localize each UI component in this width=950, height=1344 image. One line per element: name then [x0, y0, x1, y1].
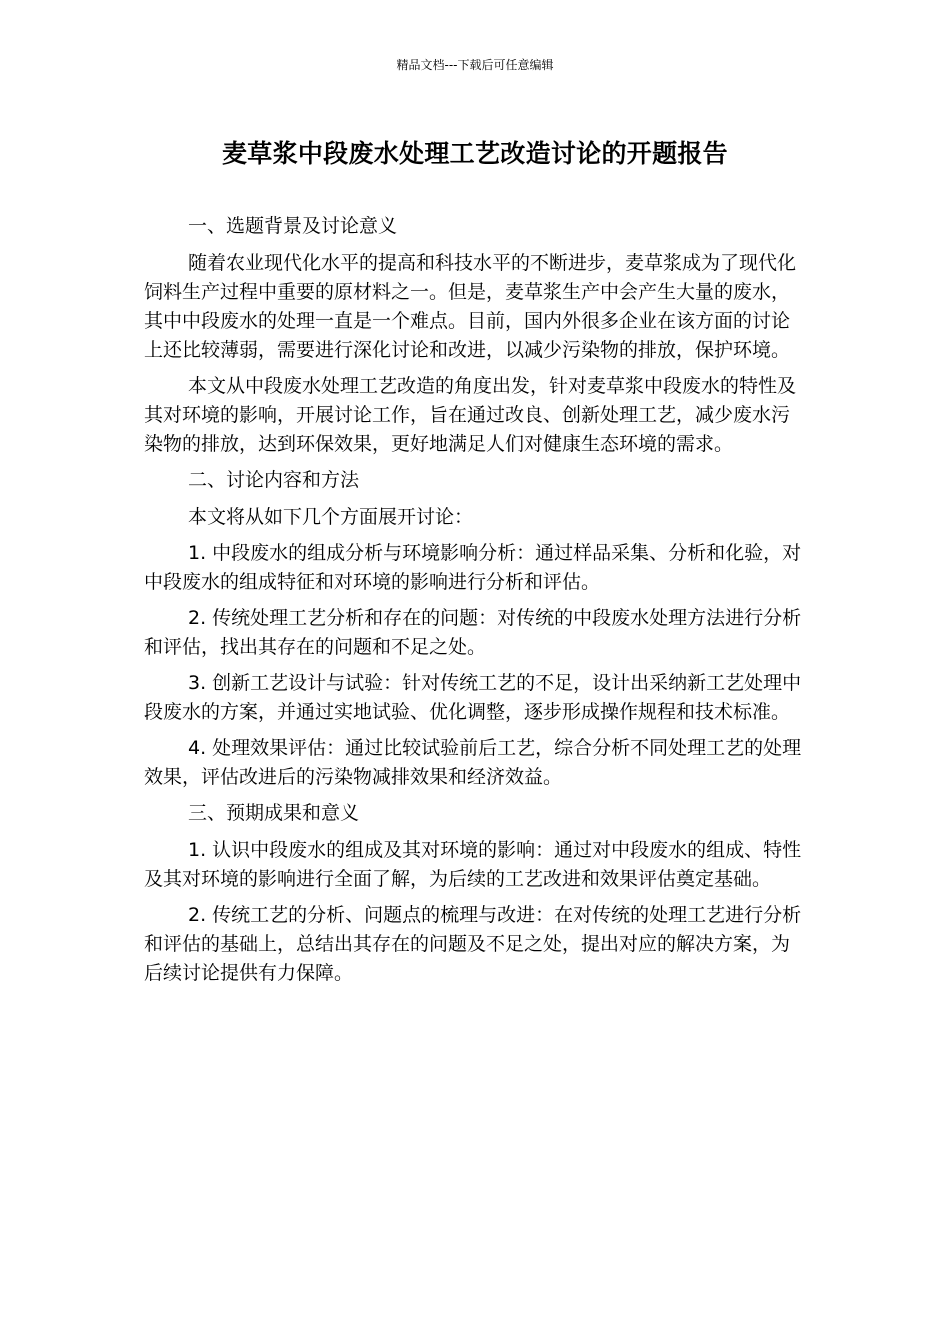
list-item-process-improvement: 2. 传统工艺的分析、问题点的梳理与改进：在对传统的处理工艺进行分析和评估的基础上，总结出其存在的问题及不足之处，提出对应的解决方案，为后续讨论提供有力保障。 — [144, 904, 802, 984]
paragraph-background: 随着农业现代化水平的提高和科技水平的不断进步，麦草浆成为了现代化饲料生产过程中重要的原材料之一。但是，麦草浆生产中会产生大量的废水，其中中段废水的处理一直是一个难点。目前，国内外很多企业在该方面的讨论上还比较薄弱，需要进行深化讨论和改进，以减少污染物的排放，保护环境。 — [144, 252, 797, 361]
list-item-traditional-process: 2. 传统处理工艺分析和存在的问题：对传统的中段废水处理方法进行分析和评估，找出其存在的问题和不足之处。 — [144, 607, 802, 658]
section-heading-content-methods: 二、讨论内容和方法 — [188, 469, 360, 491]
header-note: 精品文档---下载后可任意编辑 — [396, 58, 554, 72]
paragraph-purpose: 本文从中段废水处理工艺改造的角度出发，针对麦草浆中段废水的特性及其对环境的影响，开展讨论工作，旨在通过改良、创新处理工艺，减少废水污染物的排放，达到环保效果，更好地满足人们对健康生态环境的需求。 — [144, 375, 797, 455]
list-item-understanding-composition: 1. 认识中段废水的组成及其对环境的影响：通过对中段废水的组成、特性及其对环境的影响进行全面了解，为后续的工艺改进和效果评估奠定基础。 — [144, 839, 802, 890]
section-heading-expected-results: 三、预期成果和意义 — [188, 802, 360, 824]
document-body — [144, 212, 804, 995]
paragraph-methods-intro: 本文将从如下几个方面展开讨论： — [188, 506, 474, 528]
list-item-composition-analysis: 1. 中段废水的组成分析与环境影响分析：通过样品采集、分析和化验，对中段废水的组成特征和对环境的影响进行分析和评估。 — [144, 542, 802, 593]
list-item-effect-evaluation: 4. 处理效果评估：通过比较试验前后工艺，综合分析不同处理工艺的处理效果，评估改进后的污染物减排效果和经济效益。 — [144, 737, 802, 788]
section-heading-background: 一、选题背景及讨论意义 — [188, 215, 398, 237]
document-title: 麦草浆中段废水处理工艺改造讨论的开题报告 — [221, 139, 728, 168]
list-item-innovative-design: 3. 创新工艺设计与试验：针对传统工艺的不足，设计出采纳新工艺处理中段废水的方案，并通过实地试验、优化调整，逐步形成操作规程和技术标准。 — [144, 672, 802, 723]
